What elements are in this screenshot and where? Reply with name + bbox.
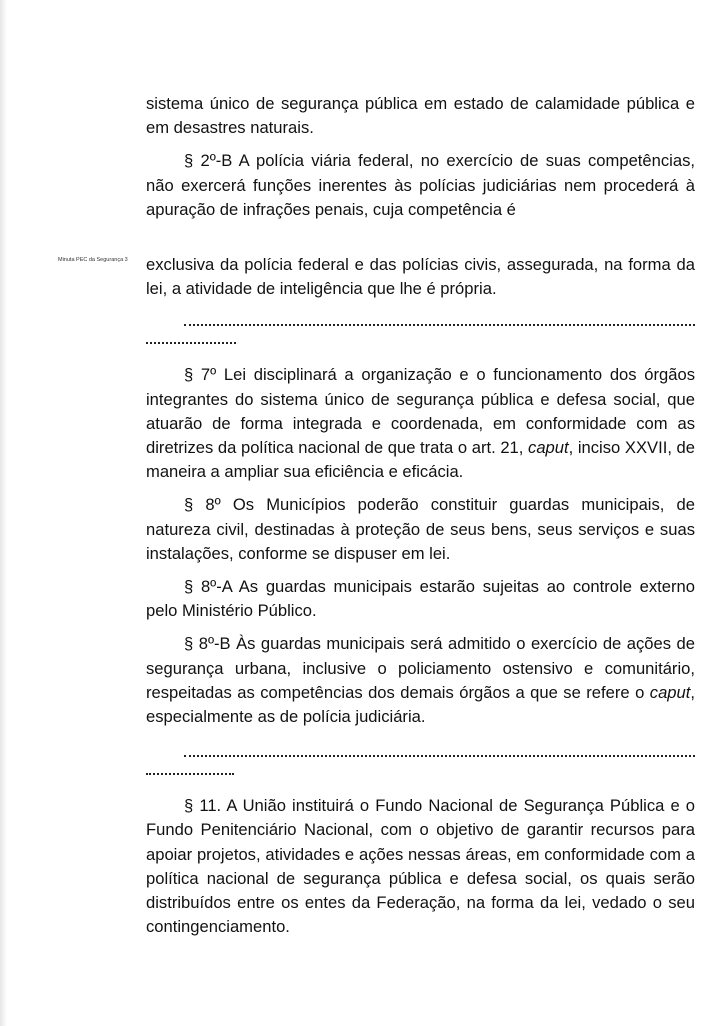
paragraph-7-text-end: , inciso XXVII, de maneira a ampliar sua eficiência e eficácia. — [146, 438, 696, 482]
caput-italic: caput — [649, 682, 691, 702]
paragraph-8b — [146, 632, 695, 729]
paragraph-8b-text: § 8º-B Às guardas municipais será admitido o exercício de ações de segurança urbana, inclusive o policiamento ostensivo e comunitário, respeitadas as competências dos demais órgãos a que se refere o — [146, 634, 695, 702]
document-body — [146, 92, 695, 939]
omission-line-tail — [146, 334, 236, 344]
omission-line — [184, 743, 695, 757]
running-header: Minuta PEC da Segurança 3 — [58, 257, 128, 263]
omission-line — [184, 312, 695, 326]
paragraph-11: § 11. A União instituirá o Fundo Nacional de Segurança Pública e o Fundo Penitenciário Nacional, com o objetivo de garantir recursos para apoiar projetos, atividades e ações nessas áreas, em conformidade com a política nacional de segurança pública e defesa social, os quais serão distribuídos entre os entes da Federação, na forma da lei, vedado o seu contingenciamento. — [146, 796, 695, 937]
page-edge-shadow — [0, 0, 7, 1026]
caput-italic: caput — [528, 438, 569, 458]
omission-line-tail — [146, 765, 234, 775]
paragraph-7-text: § 7º Lei disciplinará a organização e o funcionamento dos órgãos integrantes do sistema único de segurança pública e defesa social, que atuarão de forma integrada e coordenada, em conformidade com as diretrizes da política nacional de que trata o art. 21, — [146, 365, 695, 458]
paragraph-2b-part2: exclusiva da polícia federal e das polícias civis, assegurada, na forma da lei, a atividade de inteligência que lhe é própria. — [146, 255, 695, 299]
paragraph-8: § 8º Os Municípios poderão constituir guardas municipais, de natureza civil, destinadas à proteção de seus bens, seus serviços e suas instalações, conforme se dispuser em lei. — [146, 495, 695, 563]
paragraph-2b-part1: § 2º-B A polícia viária federal, no exercício de suas competências, não exercerá funções inerentes às polícias judiciárias nem procederá à apuração de infrações penais, cuja competência é — [146, 151, 695, 219]
paragraph-8b-text-end: , especialmente as de polícia judiciária. — [146, 682, 695, 727]
paragraph-continuation: sistema único de segurança pública em estado de calamidade pública e em desastres naturais. — [146, 94, 695, 138]
paragraph-7 — [146, 363, 695, 484]
paragraph-8a: § 8º-A As guardas municipais estarão sujeitas ao controle externo pelo Ministério Público. — [146, 577, 695, 621]
